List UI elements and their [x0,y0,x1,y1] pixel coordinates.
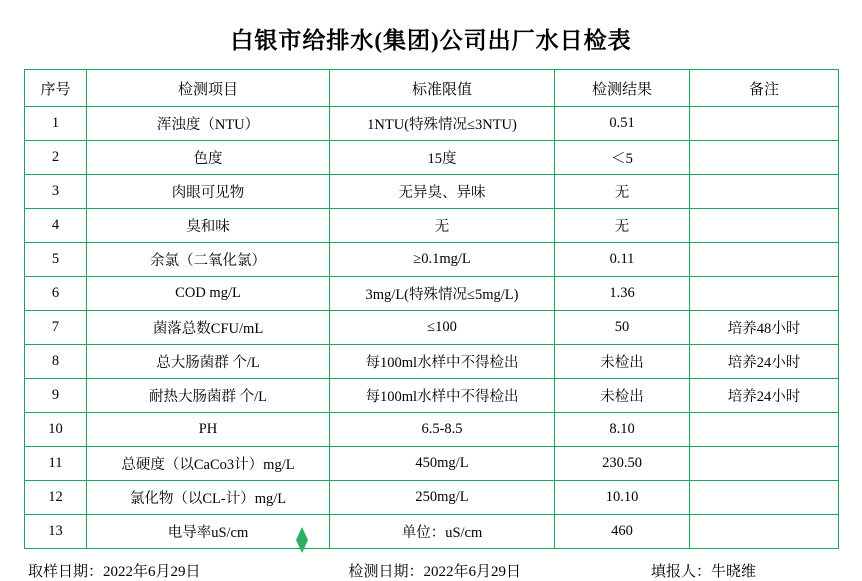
cell-no: 2 [25,141,87,175]
cell-item: 总大肠菌群 个/L [87,345,330,379]
cell-item: 总硬度（以CaCo3计）mg/L [87,447,330,481]
cell-limit: 1NTU(特殊情况≤3NTU) [330,107,555,141]
cell-item: 电导率uS/cm [87,515,330,549]
cell-result: 1.36 [555,277,690,311]
cell-no: 9 [25,379,87,413]
cell-result: 230.50 [555,447,690,481]
cell-no: 11 [25,447,87,481]
test-date: 检测日期：2022年6月29日 [348,564,522,580]
page-title: 白银市给排水(集团)公司出厂水日检表 [230,28,632,53]
table-row [25,447,839,481]
cell-no: 7 [25,311,87,345]
cell-remark [690,447,839,481]
cell-remark [690,481,839,515]
cell-item: 余氯（二氧化氯） [87,243,330,277]
cell-limit: 每100ml水样中不得检出 [330,345,555,379]
cell-limit: 6.5-8.5 [330,413,555,447]
cell-item: 肉眼可见物 [87,175,330,209]
table-row [25,243,839,277]
table-header-row [25,70,839,107]
cell-result: 0.11 [555,243,690,277]
cell-item: 色度 [87,141,330,175]
cell-limit: 无异臭、异味 [330,175,555,209]
cell-item: 耐热大肠菌群 个/L [87,379,330,413]
table-row [25,345,839,379]
cell-result: 无 [555,175,690,209]
cell-remark: 培养24小时 [690,379,839,413]
cell-remark [690,175,839,209]
sample-date: 取样日期：2022年6月29日 [28,564,201,580]
cell-item: 臭和味 [87,209,330,243]
cell-no: 12 [25,481,87,515]
cell-result: ＜5 [555,141,690,175]
cell-item: 氯化物（以CL-计）mg/L [87,481,330,515]
cell-remark [690,141,839,175]
table-row [25,209,839,243]
cell-no: 8 [25,345,87,379]
cell-no: 4 [25,209,87,243]
report-table-container [24,69,838,549]
cell-no: 1 [25,107,87,141]
column-header-no: 序号 [25,70,87,107]
resize-cursor-icon [296,527,308,540]
cell-limit: 450mg/L [330,447,555,481]
cell-item: COD mg/L [87,277,330,311]
cell-result: 未检出 [555,345,690,379]
table-row [25,515,839,549]
cell-no: 3 [25,175,87,209]
cell-item: PH [87,413,330,447]
table-row [25,311,839,345]
cell-result: 50 [555,311,690,345]
table-row [25,277,839,311]
cell-limit: 250mg/L [330,481,555,515]
cell-remark [690,209,839,243]
cell-no: 5 [25,243,87,277]
cell-remark [690,107,839,141]
cell-result: 460 [555,515,690,549]
cell-remark [690,243,839,277]
table-row [25,481,839,515]
cell-result: 未检出 [555,379,690,413]
footer-row [24,549,838,581]
cell-result: 无 [555,209,690,243]
column-header-item: 检测项目 [87,70,330,107]
cell-limit: ≤100 [330,311,555,345]
cell-no: 6 [25,277,87,311]
table-row [25,175,839,209]
water-quality-table [24,69,839,549]
cell-item: 菌落总数CFU/mL [87,311,330,345]
column-header-limit: 标准限值 [330,70,555,107]
table-row [25,413,839,447]
table-row [25,379,839,413]
cell-result: 0.51 [555,107,690,141]
cell-result: 8.10 [555,413,690,447]
cell-remark: 培养24小时 [690,345,839,379]
cell-no: 10 [25,413,87,447]
filler-name: 填报人：牛晓维 [651,564,757,580]
table-row [25,107,839,141]
cell-limit: 15度 [330,141,555,175]
column-header-remark: 备注 [690,70,839,107]
cell-remark [690,515,839,549]
column-header-result: 检测结果 [555,70,690,107]
cell-limit: 3mg/L(特殊情况≤5mg/L) [330,277,555,311]
cell-remark: 培养48小时 [690,311,839,345]
cell-remark [690,413,839,447]
cell-limit: 无 [330,209,555,243]
table-row [25,141,839,175]
cell-remark [690,277,839,311]
cell-limit: 每100ml水样中不得检出 [330,379,555,413]
cell-result: 10.10 [555,481,690,515]
cell-no: 13 [25,515,87,549]
cell-limit: ≥0.1mg/L [330,243,555,277]
cell-limit: 单位：uS/cm [330,515,555,549]
cell-item: 浑浊度（NTU） [87,107,330,141]
